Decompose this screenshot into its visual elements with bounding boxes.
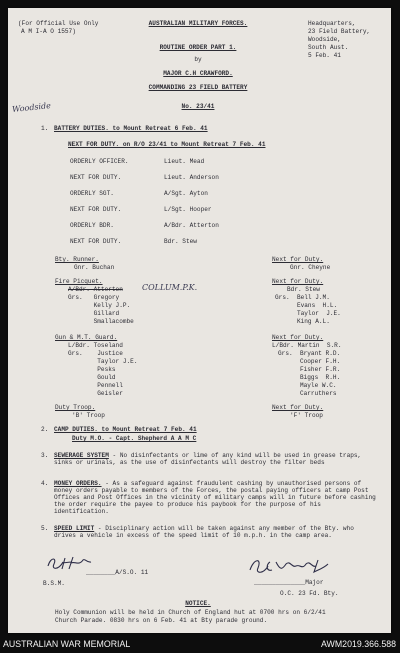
fire-picquet-member: Grs. Gregory bbox=[68, 294, 120, 301]
gun-guard-next-member: L/Bdr. Martin S.R. bbox=[272, 342, 342, 349]
notice-title: NOTICE. bbox=[185, 600, 211, 607]
s5-paragraph bbox=[54, 525, 374, 539]
duty-name: Lieut. Mead bbox=[164, 158, 205, 165]
gun-guard-next-member: Grs. Bryant R.D. bbox=[278, 350, 341, 357]
hq-line-2: 23 Field Battery, bbox=[308, 28, 371, 35]
official-use-line-2: A M I-A O 1557) bbox=[21, 28, 76, 35]
document-page bbox=[8, 8, 391, 633]
handwritten-margin-note: Woodside bbox=[11, 100, 52, 115]
s1-number: 1. bbox=[41, 125, 49, 132]
oc-signature bbox=[246, 556, 336, 578]
gun-guard-member: L/Bdr. Toseland bbox=[68, 342, 123, 349]
fire-picquet-title: Fire Picquet. bbox=[55, 278, 103, 285]
gun-guard-member: Taylor J.E. bbox=[68, 358, 138, 365]
hq-line-3: Woodside, bbox=[308, 36, 341, 43]
s2-title: CAMP DUTIES. to Mount Retreat 7 Feb. 41 bbox=[54, 426, 197, 433]
fire-picquet-next-member: Bdr. Stew bbox=[287, 286, 320, 293]
oc-rank: Major bbox=[305, 579, 324, 586]
fire-picquet-next-member: Grs. Bell J.M. bbox=[275, 294, 330, 301]
fire-picquet-next-member: Taylor J.E. bbox=[275, 310, 341, 317]
gun-guard-member: Grs. Justice bbox=[68, 350, 123, 357]
duty-name: L/Sgt. Hooper bbox=[164, 206, 212, 213]
handwritten-collum: COLLUM.P.K. bbox=[142, 283, 198, 292]
s2-duty-mo: Duty M.O. - Capt. Shepherd A A M C bbox=[72, 435, 197, 442]
duty-troop-title: Duty Troop. bbox=[55, 404, 96, 411]
gun-guard-member: Pennell bbox=[68, 382, 123, 389]
hq-line-1: Headquarters, bbox=[308, 20, 356, 27]
gun-guard-next-member: Cooper F.H. bbox=[278, 358, 341, 365]
s1-title: BATTERY DUTIES. to Mount Retreat 6 Feb. 41 bbox=[54, 125, 208, 132]
s1-next-heading: NEXT FOR DUTY. on R/O 23/41 to Mount Retreat 7 Feb. 41 bbox=[68, 141, 266, 148]
fire-picquet-next-member: Evans H.L. bbox=[275, 302, 338, 309]
oc-signature-line: ______________Major bbox=[254, 579, 324, 586]
by-label: by bbox=[194, 56, 202, 63]
order-number: No. 23/41 bbox=[181, 103, 215, 110]
archive-reference: AWM2019.366.588 bbox=[321, 639, 396, 649]
s3-paragraph bbox=[54, 452, 374, 466]
duty-role: NEXT FOR DUTY. bbox=[70, 206, 122, 213]
duty-troop-next-label: Next for Duty. bbox=[272, 404, 324, 411]
gun-guard-next-member: Carruthers bbox=[278, 390, 337, 397]
gun-guard-member: Geisler bbox=[68, 390, 123, 397]
major-name: MAJOR C.H CRAWFORD. bbox=[163, 70, 233, 77]
official-use-line-1: (For Official Use Only bbox=[18, 20, 99, 27]
bty-runner-next-name: Gnr. Cheyne bbox=[290, 264, 331, 271]
fire-picquet-next-member: King A.L. bbox=[275, 318, 330, 325]
s4-text: - As a safeguard against fraudulent cashing by unauthorised persons of money orders payable to members of the Forces, the postal paying officers at camp Post Offices and Post Offices in the vicinity of military camps will in future before cashing the order require the payee to produce his paybook for the purpose of his identification. bbox=[54, 480, 376, 515]
s4-title: MONEY ORDERS. bbox=[54, 480, 102, 487]
duty-name: Lieut. Anderson bbox=[164, 174, 219, 181]
s4-paragraph bbox=[54, 480, 378, 515]
bsm-reference: A/S.O. 11 bbox=[115, 569, 149, 576]
s5-text: - Disciplinary action will be taken against any member of the Bty. who drives a vehicle in excess of the speed limit of 10 m.p.h. in the camp area. bbox=[54, 525, 354, 539]
fire-picquet-member: Gillard bbox=[68, 310, 120, 317]
gun-guard-next-label: Next for Duty. bbox=[272, 334, 324, 341]
s3-title: SEWERAGE SYSTEM bbox=[54, 452, 109, 459]
oc-title: O.C. 23 Fd. Bty. bbox=[280, 590, 339, 597]
s3-text: - No disinfectants or lime of any kind will be used in grease traps, sinks or urinals, as the use of disinfectants will destroy the filter beds bbox=[54, 452, 362, 466]
duty-name: A/Bdr. Atterton bbox=[164, 222, 219, 229]
gun-guard-member: Gould bbox=[68, 374, 116, 381]
s5-number: 5. bbox=[41, 525, 49, 532]
notice-line-2: Church Parade. 0830 hrs on 6 Feb. 41 at Bty parade ground. bbox=[55, 617, 268, 624]
duty-role: ORDERLY BDR. bbox=[70, 222, 114, 229]
fire-picquet-member: Smallacombe bbox=[68, 318, 134, 325]
bty-runner-name: Gnr. Buchan bbox=[74, 264, 115, 271]
notice-line-1: Holy Communion will be held in Church of England hut at 0700 hrs on 6/2/41 bbox=[55, 609, 326, 616]
duty-troop-value: 'B' Troop bbox=[72, 412, 105, 419]
force-heading: AUSTRALIAN MILITARY FORCES. bbox=[148, 20, 248, 27]
duty-role: ORDERLY OFFICER. bbox=[70, 158, 129, 165]
duty-role: ORDERLY SGT. bbox=[70, 190, 114, 197]
bsm-signature-line: ________A/S.O. 11 bbox=[86, 569, 149, 576]
duty-role: NEXT FOR DUTY. bbox=[70, 238, 122, 245]
hq-line-4: South Aust. bbox=[308, 44, 349, 51]
fire-picquet-next-label: Next for Duty. bbox=[272, 278, 324, 285]
s4-number: 4. bbox=[41, 480, 49, 487]
s5-title: SPEED LIMIT bbox=[54, 525, 95, 532]
order-title: ROUTINE ORDER PART 1. bbox=[159, 44, 237, 51]
gun-guard-next-member: Biggs R.H. bbox=[278, 374, 341, 381]
archive-name: AUSTRALIAN WAR MEMORIAL bbox=[3, 639, 131, 649]
fire-picquet-member: A/Bdr. Atterton bbox=[68, 286, 123, 293]
duty-name: A/Sgt. Ayton bbox=[164, 190, 208, 197]
gun-guard-next-member: Mayle W.C. bbox=[278, 382, 337, 389]
hq-date: 5 Feb. 41 bbox=[308, 52, 341, 59]
bty-runner-next-label: Next for Duty. bbox=[272, 256, 324, 263]
fire-picquet-member: Kelly J.P. bbox=[68, 302, 131, 309]
gun-guard-title: Gun & M.T. Guard. bbox=[55, 334, 118, 341]
s2-number: 2. bbox=[41, 426, 49, 433]
commanding-line: COMMANDING 23 FIELD BATTERY bbox=[148, 84, 248, 91]
bsm-title: B.S.M. bbox=[43, 580, 65, 587]
duty-name: Bdr. Stew bbox=[164, 238, 197, 245]
bty-runner-title: Bty. Runner. bbox=[55, 256, 99, 263]
duty-role: NEXT FOR DUTY. bbox=[70, 174, 122, 181]
gun-guard-member: Pesks bbox=[68, 366, 116, 373]
caption-bar bbox=[0, 636, 400, 653]
duty-troop-next-value: 'F' Troop bbox=[290, 412, 323, 419]
s3-number: 3. bbox=[41, 452, 49, 459]
gun-guard-next-member: Fisher F.R. bbox=[278, 366, 341, 373]
